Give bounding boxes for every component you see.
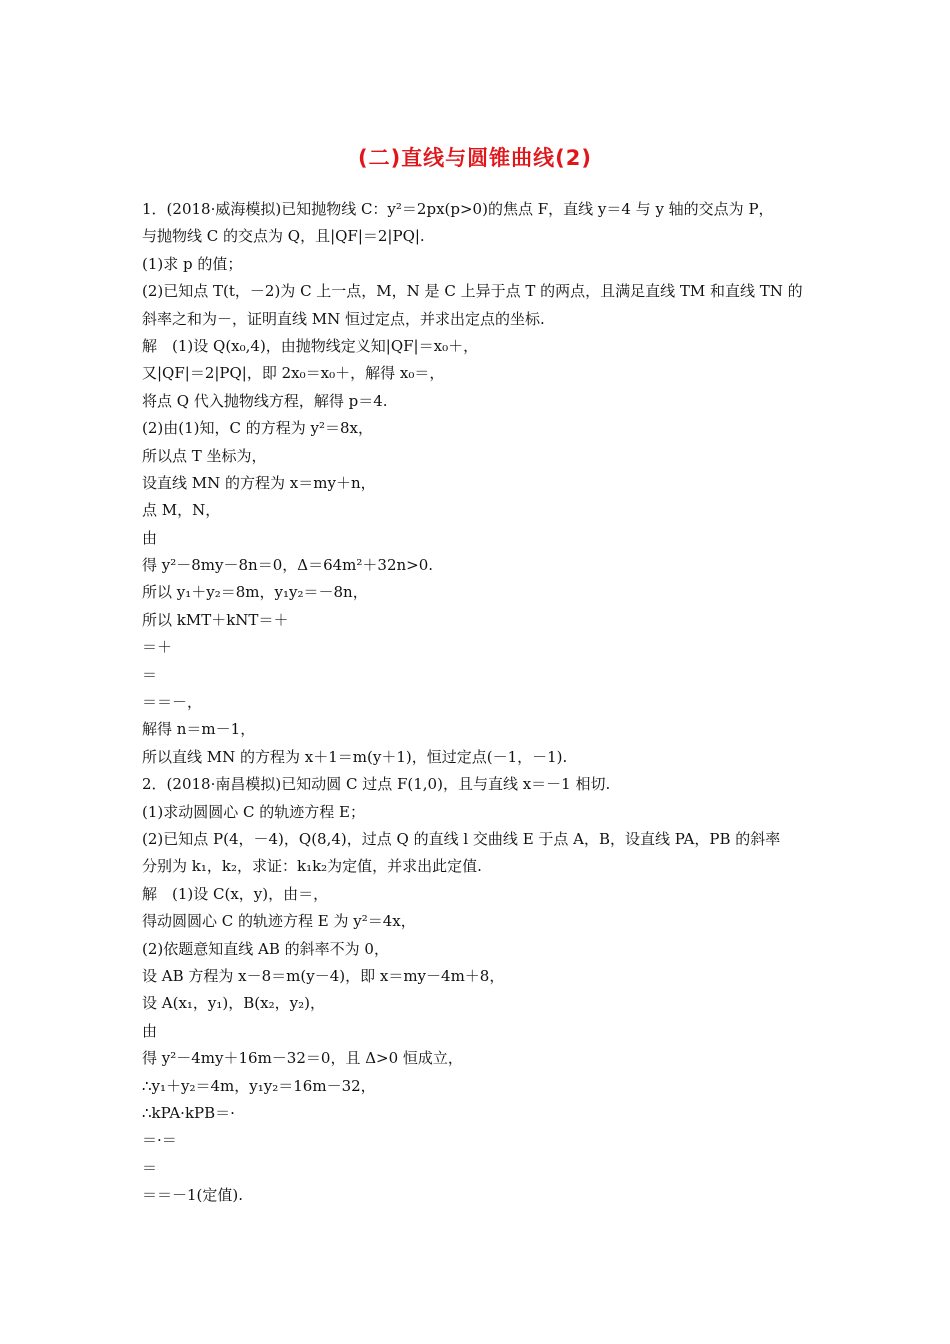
text-line: 斜率之和为－，证明直线 MN 恒过定点，并求出定点的坐标. — [142, 309, 545, 328]
text-line: 解 (1)设 C(x，y)，由＝， — [142, 884, 329, 903]
text-line: (2)依题意知直线 AB 的斜率不为 0， — [142, 939, 389, 958]
text-line: 点 M，N， — [142, 501, 221, 520]
text-line: ＝＋ — [142, 638, 173, 657]
text-line: ∴y₁＋y₂＝4m，y₁y₂＝16m－32， — [142, 1076, 376, 1095]
text-line: 设 A(x₁，y₁)，B(x₂，y₂)， — [142, 994, 325, 1013]
text-line: 解得 n＝m－1， — [142, 720, 256, 739]
text-line: 所以 kMT＋kNT＝＋ — [142, 610, 289, 629]
text-line: ＝·＝ — [142, 1131, 177, 1150]
text-line: 得 y²－4my＋16m－32＝0，且 Δ>0 恒成立， — [142, 1049, 463, 1068]
text-line: ＝ — [142, 665, 158, 684]
text-line: 所以 y₁＋y₂＝8m，y₁y₂＝－8n， — [142, 583, 368, 602]
text-line: (1)求 p 的值； — [142, 254, 243, 273]
text-line: (2)由(1)知，C 的方程为 y²＝8x， — [142, 419, 373, 438]
text-line: 得动圆圆心 C 的轨迹方程 E 为 y²＝4x， — [142, 912, 416, 931]
text-line: ＝＝－1(定值). — [142, 1186, 244, 1205]
text-line: ∴kPA·kPB＝· — [142, 1103, 235, 1122]
text-line: 所以直线 MN 的方程为 x＋1＝m(y＋1)，恒过定点(－1，－1). — [142, 747, 568, 766]
text-line: 1．(2018·威海模拟)已知抛物线 C：y²＝2px(p>0)的焦点 F，直线 y＝4 与 y 轴的交点为 P， — [142, 200, 774, 218]
text-line: 由 — [142, 1021, 158, 1040]
text-line: 分别为 k₁，k₂，求证：k₁k₂为定值，并求出此定值. — [142, 857, 482, 876]
text-line: (2)已知点 P(4，－4)，Q(8,4)，过点 Q 的直线 l 交曲线 E 于点 A，B，设直线 PA，PB 的斜率 — [142, 829, 781, 848]
text-line: 2．(2018·南昌模拟)已知动圆 C 过点 F(1,0)，且与直线 x＝－1 相切. — [142, 775, 611, 794]
text-line: (2)已知点 T(t，－2)为 C 上一点，M，N 是 C 上异于点 T 的两点，且满足直线 TM 和直线 TN 的 — [142, 282, 803, 301]
text-line: ＝ — [142, 1158, 158, 1177]
text-line: 由 — [142, 528, 158, 547]
document-body — [142, 196, 822, 1209]
text-line: ＝＝－， — [142, 693, 203, 712]
page-title: (二)直线与圆锥曲线(2) — [357, 146, 592, 170]
text-line: (1)求动圆圆心 C 的轨迹方程 E； — [142, 802, 365, 821]
text-line: 设直线 MN 的方程为 x＝my＋n， — [142, 473, 376, 492]
text-line: 设 AB 方程为 x－8＝m(y－4)，即 x＝my－4m＋8， — [142, 966, 505, 985]
text-line: 得 y²－8my－8n＝0，Δ＝64m²＋32n>0. — [142, 556, 434, 575]
text-line: 与抛物线 C 的交点为 Q，且|QF|＝2|PQ|. — [142, 227, 425, 246]
text-line: 所以点 T 坐标为， — [142, 446, 267, 465]
text-line: 将点 Q 代入抛物线方程，解得 p＝4. — [142, 391, 388, 410]
text-line: 又|QF|＝2|PQ|，即 2x₀＝x₀＋，解得 x₀＝， — [142, 364, 445, 383]
text-line: 解 (1)设 Q(x₀,4)，由抛物线定义知|QF|＝x₀＋， — [142, 336, 479, 355]
